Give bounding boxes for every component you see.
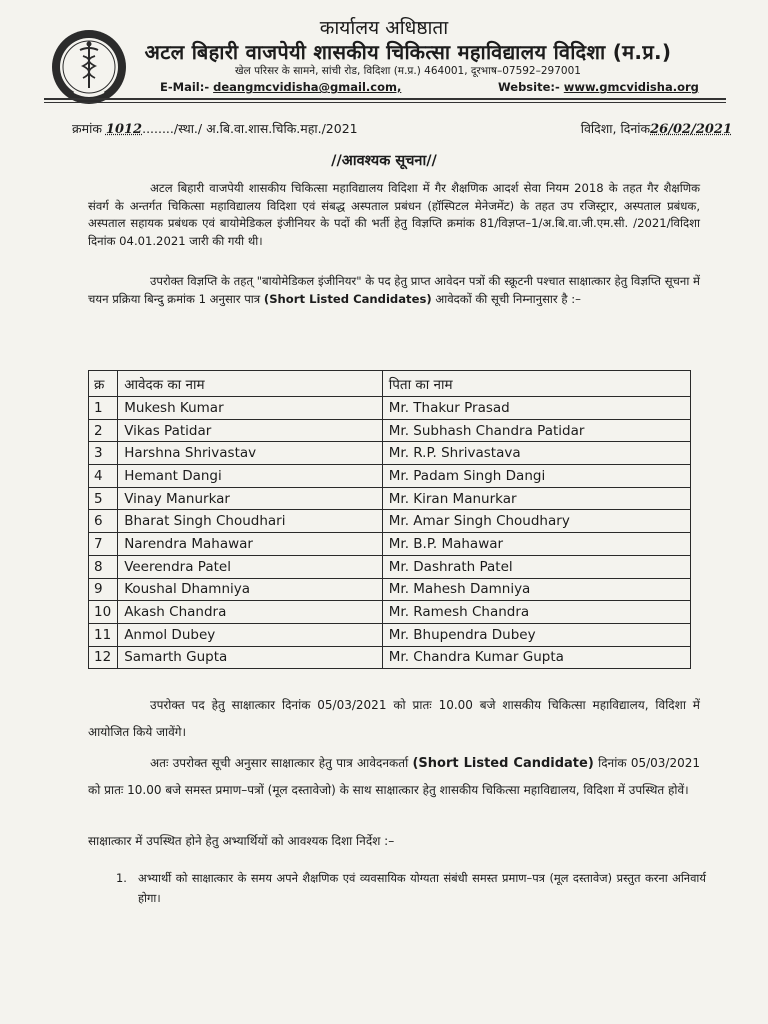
cell-serial: 10 [89, 601, 118, 624]
shortlist-text-a: उपरोक्त विज्ञप्ति के तहत् "बायोमेडिकल इंजीनियर" के पद हेतु प्राप्त आवेदन पत्रों की स्क्रूटनी पश्चात साक्षात्कार हेतु विज्ञप्ति सूचना में चयन प्रक्रिया बिन्दु क्रमांक 1 अनुसार पात्र [88, 274, 700, 306]
website-label: Website:- [498, 80, 560, 94]
table-row [89, 555, 691, 578]
intro-text: अटल बिहारी वाजपेयी शासकीय चिकित्सा महाविद्यालय विदिशा में गैर शैक्षणिक आदर्श सेवा नियम 2018 के तहत गैर शैक्षणिक संवर्ग के अन्तर्गत चिकित्सा महाविद्यालय विदिशा एवं संबद्ध अस्पताल प्रबंधन (हॉस्पिटल मेनेजमेंट) के तहत उप रजिस्ट्रार, अस्पताल प्रबंधक, अस्पताल सहायक प्रबंधक एवं बायोमेडिकल इंजीनियर के पदों की भर्ती हेतु विज्ञप्ति क्रमांक 81/विज्ञप्त–1/अ.बि.वा.जी.एम.सी. /2021/विदिशा दिनांक 04.01.2021 जारी की गयी थी। [88, 181, 700, 248]
table-row [89, 533, 691, 556]
cell-applicant: Bharat Singh Choudhari [118, 510, 383, 533]
website-block [498, 80, 699, 94]
office-heading: कार्यालय अधिष्ठाता [319, 17, 449, 39]
instructions-heading: साक्षात्कार में उपस्थित होने हेतु अभ्यार्थियों को आवश्यक दिशा निर्देश :– [88, 834, 395, 848]
candidates-table [88, 370, 691, 669]
cell-father: Mr. Ramesh Chandra [382, 601, 690, 624]
cell-applicant: Koushal Dhamniya [118, 578, 383, 601]
shortlist-text-bold: (Short Listed Candidates) [263, 291, 432, 306]
cell-father: Mr. Mahesh Damniya [382, 578, 690, 601]
email-label: E-Mail:- [160, 80, 210, 94]
cell-serial: 12 [89, 646, 118, 669]
reference-number [72, 120, 358, 137]
cell-serial: 9 [89, 578, 118, 601]
cell-father: Mr. Dashrath Patel [382, 555, 690, 578]
table-row [89, 510, 691, 533]
shortlist-text-b: आवेदकों की सूची निम्नानुसार है :– [431, 291, 581, 306]
header-father-name: पिता का नाम [382, 371, 690, 397]
cell-applicant: Hemant Dangi [118, 465, 383, 488]
place-date-label: विदिशा, दिनांक [580, 121, 651, 136]
website-link[interactable]: www.gmcvidisha.org [563, 80, 699, 94]
cell-applicant: Anmol Dubey [118, 623, 383, 646]
cell-father: Mr. Chandra Kumar Gupta [382, 646, 690, 669]
cell-father: Mr. Thakur Prasad [382, 397, 690, 420]
table-header-row [89, 371, 691, 397]
college-name: अटल बिहारी वाजपेयी शासकीय चिकित्सा महाविद्यालय विदिशा (म.प्र.) [144, 40, 672, 64]
table-row [89, 465, 691, 488]
list-item-number: 1. [116, 871, 127, 885]
cell-father: Mr. Amar Singh Choudhary [382, 510, 690, 533]
cell-applicant: Akash Chandra [118, 601, 383, 624]
cell-father: Mr. Padam Singh Dangi [382, 465, 690, 488]
cell-applicant: Vinay Manurkar [118, 487, 383, 510]
table-row [89, 419, 691, 442]
ref-number-handwritten: 1012 [105, 122, 143, 137]
cell-applicant: Narendra Mahawar [118, 533, 383, 556]
attendance-text-b: दिनांक 05/03/2021 को प्रातः 10.00 बजे समस्त प्रमाण–पत्रों (मूल दस्तावेजो) के साथ साक्षात्कार हेतु शासकीय चिकित्सा महाविद्यालय, विदिशा में उपस्थित होवें। [88, 756, 700, 797]
attendance-text-a: अतः उपरोक्त सूची अनुसार साक्षात्कार हेतु पात्र आवेदनकर्ता [150, 756, 413, 770]
cell-applicant: Mukesh Kumar [118, 397, 383, 420]
cell-serial: 2 [89, 419, 118, 442]
cell-applicant: Harshna Shrivastav [118, 442, 383, 465]
cell-serial: 5 [89, 487, 118, 510]
cell-father: Mr. R.P. Shrivastava [382, 442, 690, 465]
cell-father: Mr. Subhash Chandra Patidar [382, 419, 690, 442]
header-serial: क्र [89, 371, 118, 397]
cell-serial: 6 [89, 510, 118, 533]
cell-serial: 4 [89, 465, 118, 488]
cell-serial: 3 [89, 442, 118, 465]
table-row [89, 578, 691, 601]
cell-applicant: Veerendra Patel [118, 555, 383, 578]
cell-father: Mr. Bhupendra Dubey [382, 623, 690, 646]
shortlist-paragraph [88, 273, 700, 308]
interview-date-text: उपरोक्त पद हेतु साक्षात्कार दिनांक 05/03/2021 को प्रातः 10.00 बजे शासकीय चिकित्सा महाविद्यालय, विदिशा में आयोजित किये जावेंगे। [88, 698, 700, 739]
college-address: खेल परिसर के सामने, सांची रोड, विदिशा (म.प्र.) 464001, दूरभाष–07592–297001 [235, 65, 581, 77]
ref-prefix: क्रमांक [72, 121, 102, 136]
cell-father: Mr. B.P. Mahawar [382, 533, 690, 556]
table-row [89, 397, 691, 420]
table-row [89, 601, 691, 624]
list-item-text: अभ्यार्थी को साक्षात्कार के समय अपने शैक्षणिक एवं व्यवसायिक योग्यता संबंधी समस्त प्रमाण–पत्र (मूल दस्तावेज) प्रस्तुत करना अनिवार्य होगा। [138, 871, 706, 905]
notice-title: //आवश्यक सूचना// [331, 153, 437, 169]
header-divider [44, 98, 726, 100]
cell-serial: 7 [89, 533, 118, 556]
header-applicant-name: आवेदक का नाम [118, 371, 383, 397]
cell-serial: 8 [89, 555, 118, 578]
cell-serial: 11 [89, 623, 118, 646]
table-row [89, 623, 691, 646]
intro-paragraph [88, 180, 700, 250]
cell-serial: 1 [89, 397, 118, 420]
attendance-text-bold: (Short Listed Candidate) [412, 756, 594, 771]
attendance-paragraph [88, 750, 700, 804]
table-row [89, 442, 691, 465]
cell-applicant: Samarth Gupta [118, 646, 383, 669]
email-block [160, 80, 401, 94]
interview-date-paragraph [88, 692, 700, 746]
ref-suffix: ......../स्था./ अ.बि.वा.शास.चिकि.महा./2021 [142, 121, 358, 136]
header-divider-thin [44, 102, 726, 103]
table-row [89, 487, 691, 510]
cell-applicant: Vikas Patidar [118, 419, 383, 442]
place-date [581, 120, 732, 137]
cell-father: Mr. Kiran Manurkar [382, 487, 690, 510]
table-row [89, 646, 691, 669]
email-link[interactable]: deangmcvidisha@gmail.com, [213, 80, 402, 94]
date-handwritten: 26/02/2021 [650, 122, 732, 137]
